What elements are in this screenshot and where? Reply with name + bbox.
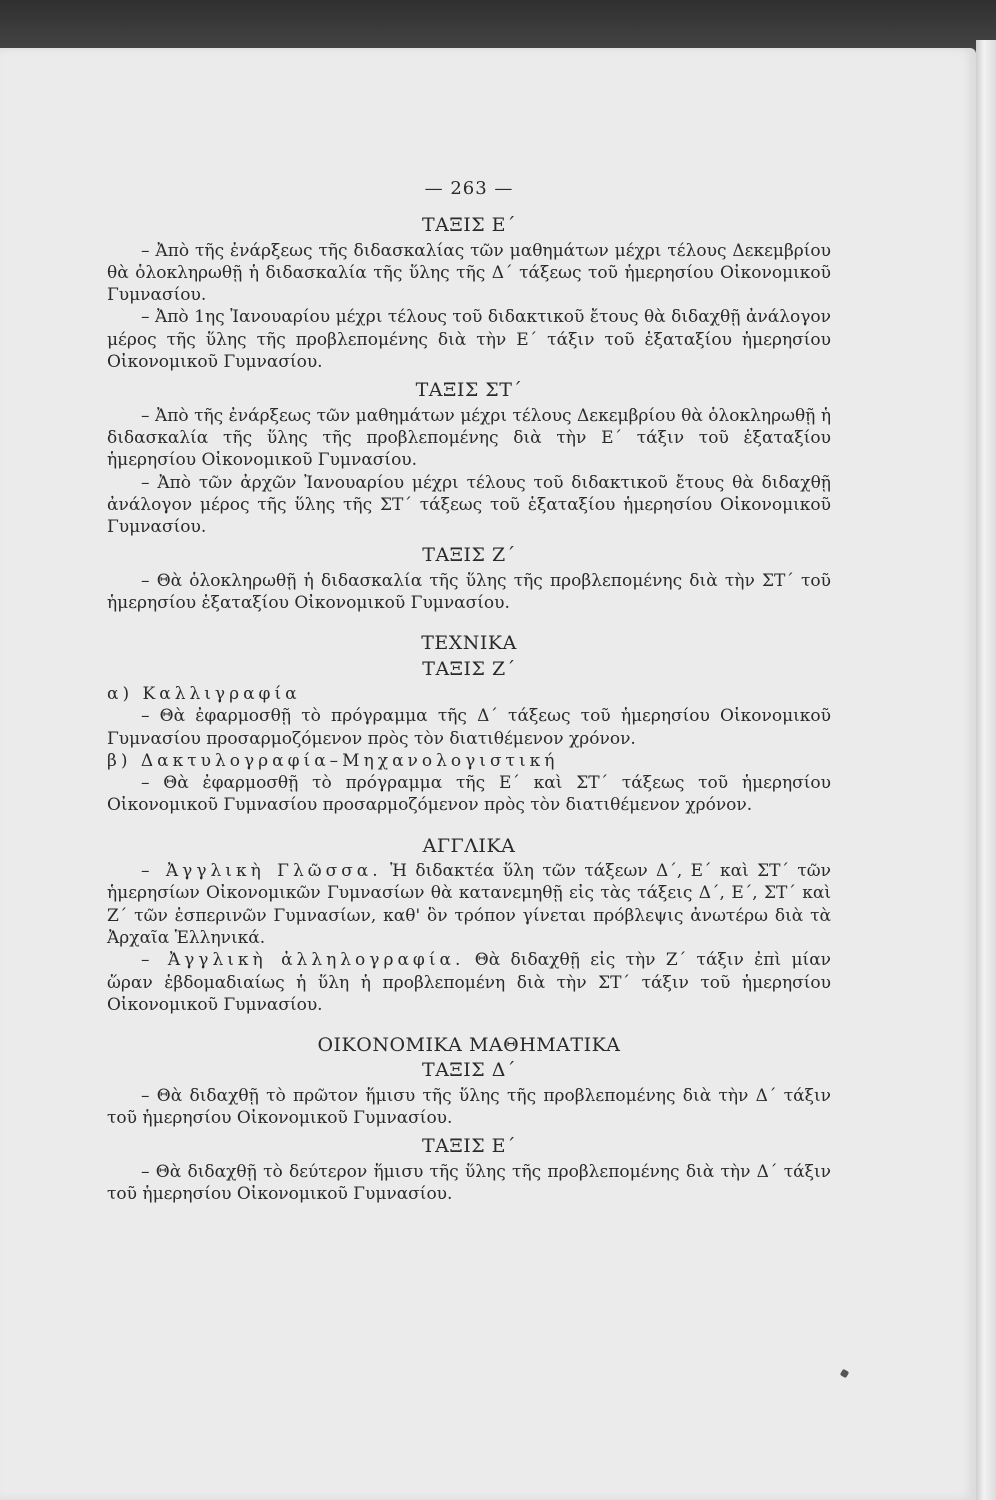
heading-taxis-st: ΤΑΞΙΣ ΣΤ΄ [415,379,523,402]
paragraph: – Ἀπὸ 1ης Ἰανουαρίου μέχρι τέλους τοῦ διδακτικοῦ ἔτους θὰ διδαχθῇ ἀνάλογον μέρος τῆς ὕλης τῆς προβλεπομένης διὰ τὴν Ε΄ τάξιν τοῦ ἑξαταξίου ἡμερησίου Οἰκονομικοῦ Γυμνασίου. [107,307,831,373]
paragraph: – Θὰ διδαχθῇ τὸ πρῶτον ἥμισυ τῆς ὕλης τῆς προβλεπομένης διὰ τὴν Δ΄ τάξιν τοῦ ἡμερησίου Οἰκονομικοῦ Γυμνασίου. [107,1085,831,1128]
heading-oikon-taxis-d: ΤΑΞΙΣ Δ΄ [422,1059,516,1082]
paragraph [107,949,831,1016]
paragraph: – Θὰ ἐφαρμοσθῇ τὸ πρόγραμμα τῆς Δ΄ τάξεως τοῦ ἡμερησίου Οἰκονομικοῦ Γυμνασίου προσαρμοζόμενον πρὸς τὸν διατιθέμενον χρόνον. [107,706,831,749]
paragraph: – Ἀπὸ τῆς ἐνάρξεως τῆς διδασκαλίας τῶν μαθημάτων μέχρι τέλους Δεκεμβρίου θὰ ὁλοκληρωθῇ ἡ διδασκαλία τῆς ὕλης τῆς Δ΄ τάξεως τοῦ ἡμερησίου Οἰκονομικοῦ Γυμνασίου. [107,240,831,306]
subsection-label: α) Καλλιγραφία [107,683,301,704]
paragraph: – Ἀπὸ τῆς ἐνάρξεως τῶν μαθημάτων μέχρι τέλους Δεκεμβρίου θὰ ὁλοκληρωθῇ ἡ διδασκαλία τῆς ὕλης τῆς προβλεπομένης διὰ τὴν Ε΄ τάξιν τοῦ ἑξαταξίου ἡμερησίου Οἰκονομικοῦ Γυμνασίου. [107,405,831,471]
paragraph: – Θὰ ὁλοκληρωθῇ ἡ διδασκαλία τῆς ὕλης τῆς προβλεπομένης διὰ τὴν ΣΤ΄ τοῦ ἡμερησίου ἑξαταξίου Οἰκονομικοῦ Γυμνασίου. [107,570,831,614]
heading-taxis-e: ΤΑΞΙΣ Ε΄ [421,214,517,237]
heading-technika-class: ΤΑΞΙΣ Ζ΄ [422,657,516,680]
inline-label: – Ἀγγλικὴ Γλῶσσα. [141,861,382,882]
page-number: — 263 — [424,178,514,199]
paragraph: – Θὰ διδαχθῇ τὸ δεύτερον ἥμισυ τῆς ὕλης τῆς προβλεπομένης διὰ τὴν Δ΄ τάξιν τοῦ ἡμερησίου Οἰκονομικοῦ Γυμνασίου. [107,1161,831,1204]
heading-technika: ΤΕΧΝΙΚΑ [421,632,517,655]
heading-anglika: ΑΓΓΛΙΚΑ [422,834,516,857]
heading-oikonomika: ΟΙΚΟΝΟΜΙΚΑ ΜΑΘΗΜΑΤΙΚΑ [317,1034,621,1057]
page-edge [976,40,996,1500]
inline-text: Ἡ διδακτέα ὕλη τῶν τάξεων Δ΄, Ε΄ καὶ ΣΤ΄ τῶν ἡμερησίων Οἰκονομικῶν Γυμνασίων θὰ κατανεμηθῇ εἰς τὰς τάξεις Δ΄, Ε΄, ΣΤ΄ καὶ Ζ΄ τῶν ἑσπερινῶν Γυμνασίων, καθ' ὃν τρόπον γίνεται πρόβλεψις ἀνωτέρω διὰ τὰ Ἀρχαῖα Ἑλληνικά. [107,861,831,948]
paragraph: – Ἀπὸ τῶν ἀρχῶν Ἰανουαρίου μέχρι τέλους τοῦ διδακτικοῦ ἔτους θὰ διδαχθῇ ἀνάλογον μέρος τῆς ὕλης τῆς ΣΤ΄ τάξεως τοῦ ἑξαταξίου ἡμερησίου Οἰκονομικοῦ Γυμνασίου. [107,472,831,538]
inline-text: Θὰ διδαχθῇ εἰς τὴν Ζ΄ τάξιν ἐπὶ μίαν ὥραν ἑβδομαδιαίως ἡ ὕλη ἡ προβλεπομένη διὰ τὴν ΣΤ΄ τάξιν τοῦ ἡμερησίου Οἰκονομικοῦ Γυμνασίου. [107,950,832,1015]
heading-taxis-z: ΤΑΞΙΣ Ζ΄ [422,544,516,567]
inline-label: – Ἀγγλικὴ ἀλληλογραφία. [141,950,465,971]
heading-oikon-taxis-e: ΤΑΞΙΣ Ε΄ [421,1135,517,1158]
paragraph: – Θὰ ἐφαρμοσθῇ τὸ πρόγραμμα τῆς Ε΄ καὶ ΣΤ΄ τάξεως τοῦ ἡμερησίου Οἰκονομικοῦ Γυμνασίου προσαρμοζόμενον πρὸς τὸν διατιθέμενον χρόνον. [107,773,831,816]
subsection-label: β) Δακτυλογραφία–Μηχανολογιστική [107,750,559,771]
paragraph [107,860,831,949]
page-content [107,178,831,1205]
